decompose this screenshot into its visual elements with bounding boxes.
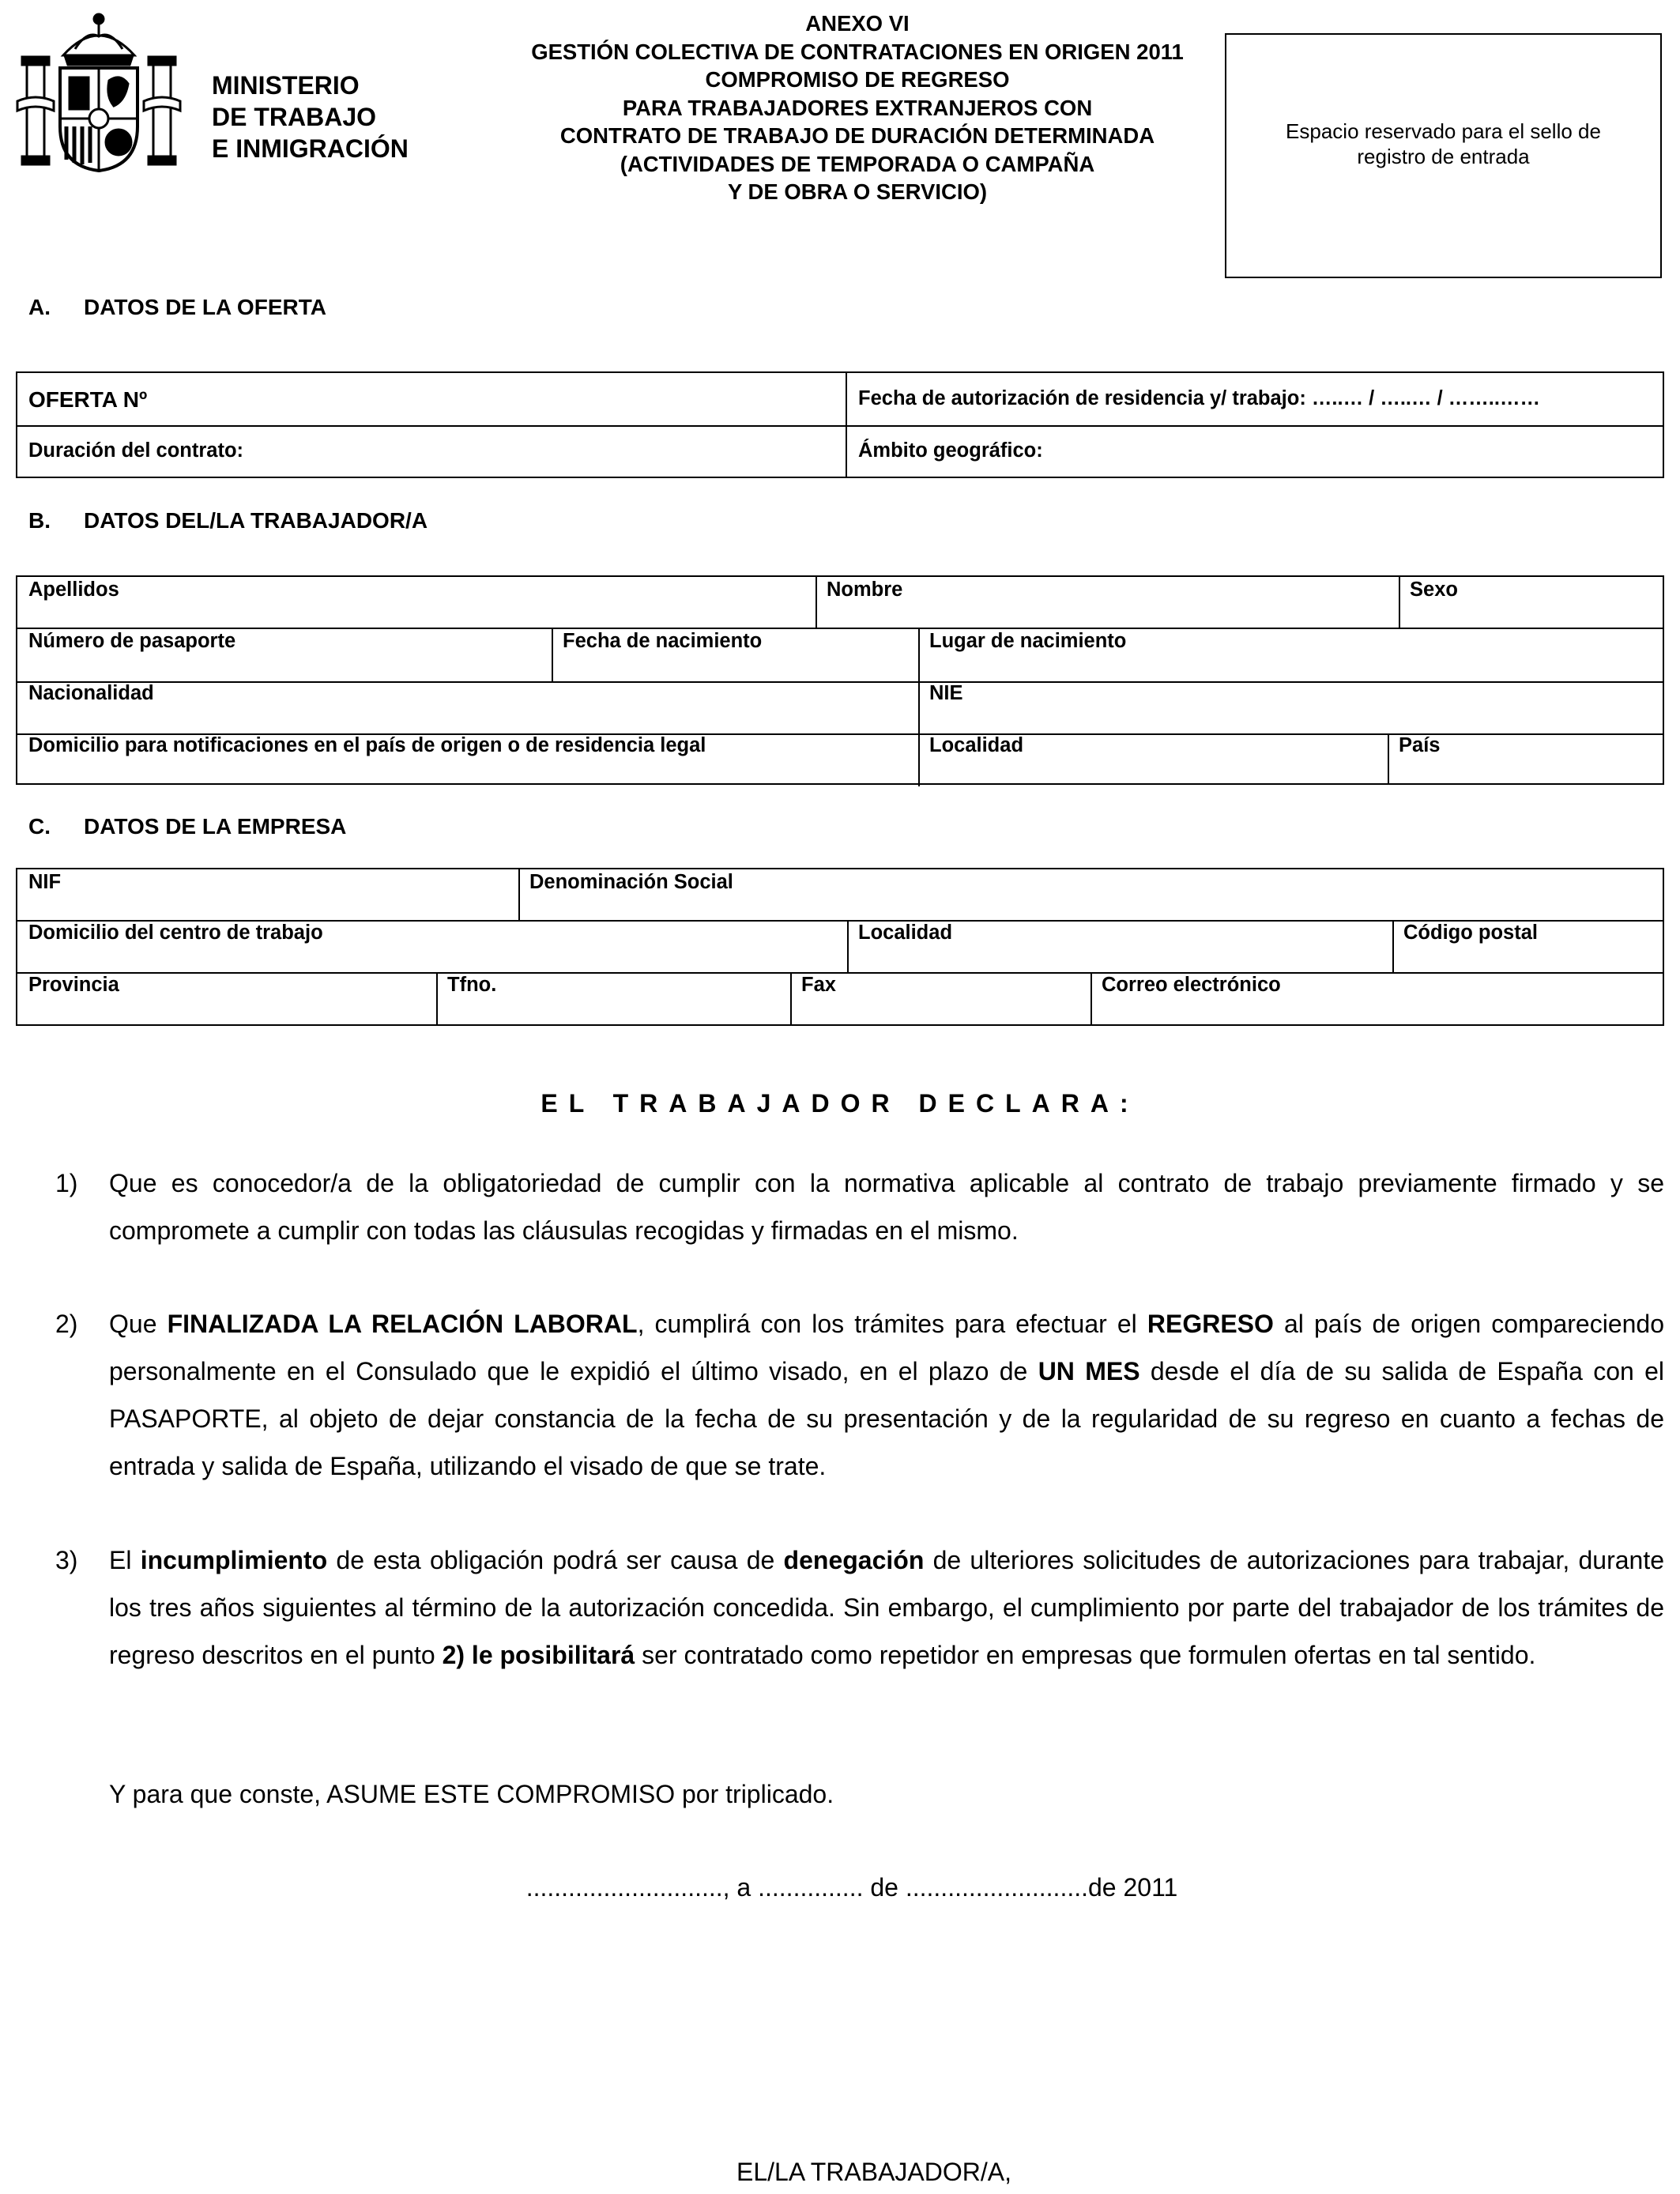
declaration-item-1 [55, 1159, 1664, 1254]
section-title: DATOS DE LA EMPRESA [84, 814, 347, 839]
item-text: Que FINALIZADA LA RELACIÓN LABORAL, cumplirá con los trámites para efectuar el REGRESO al país de origen compareciendo personalmente en el Consulado que le expidió el último visado, en el plazo de UN MES desde el día de su salida de España con el PASAPORTE, al objeto de dejar constancia de la fecha de su presentación y de la regularidad de su regreso en cuanto a fechas de entrada y salida de España, utilizando el visado de que se trate. [109, 1310, 1665, 1480]
offer-number-field[interactable]: OFERTA Nº [28, 387, 148, 412]
document-title [478, 9, 1237, 206]
table-divider [552, 628, 553, 681]
item-text: El incumplimiento de esta obligación podrá ser causa de denegación de ulteriores solicitudes de autorizaciones para trabajar, durante los tres años siguientes al término de la autorización concedida. Sin embargo, el cumplimiento por parte del trabajador de los trámites de regreso descritos en el punto 2) le posibilitará ser contratado como repetidor en empresas que formulen ofertas en tal sentido. [109, 1546, 1665, 1669]
item-number: 2) [55, 1310, 78, 1338]
table-divider [847, 920, 849, 972]
contract-duration-field[interactable]: Duración del contrato: [28, 439, 244, 462]
declaration-item-3 [55, 1536, 1664, 1726]
table-divider [846, 373, 847, 478]
section-b-heading [28, 508, 428, 533]
emphasis: incumplimiento [140, 1546, 328, 1574]
table-divider [436, 972, 438, 1026]
ministry-name [212, 70, 409, 164]
authorization-date-field[interactable]: Fecha de autorización de residencia y/ trabajo: …..… / …..… / ……..…… [858, 387, 1540, 409]
email-field[interactable]: Correo electrónico [1102, 974, 1281, 996]
table-divider [918, 628, 920, 786]
title-line: COMPROMISO DE REGRESO [705, 67, 1010, 92]
emphasis: UN MES [1038, 1357, 1140, 1385]
workplace-address-field[interactable]: Domicilio del centro de trabajo [28, 922, 323, 944]
signature-label: EL/LA TRABAJADOR/A, [736, 2158, 1011, 2186]
nie-field[interactable]: NIE [929, 682, 963, 704]
emphasis: FINALIZADA LA RELACIÓN LABORAL [167, 1310, 638, 1338]
birth-date-field[interactable]: Fecha de nacimiento [563, 630, 763, 652]
table-divider [518, 869, 520, 920]
worker-table [16, 575, 1664, 785]
ministry-line: DE TRABAJO [212, 103, 377, 131]
declaration-title: EL TRABAJADOR DECLARA: [541, 1089, 1139, 1118]
table-divider [17, 681, 1664, 683]
title-line: ANEXO VI [805, 11, 910, 36]
title-line: PARA TRABAJADORES EXTRANJEROS CON [622, 95, 1093, 120]
offer-table [16, 371, 1664, 478]
section-title: DATOS DE LA OFERTA [84, 295, 326, 319]
province-field[interactable]: Provincia [28, 974, 119, 996]
emphasis: REGRESO [1147, 1310, 1274, 1338]
nationality-field[interactable]: Nacionalidad [28, 682, 154, 704]
company-locality-field[interactable]: Localidad [858, 922, 953, 944]
title-line: CONTRATO DE TRABAJO DE DURACIÓN DETERMINADA [559, 123, 1155, 148]
title-line: GESTIÓN COLECTIVA DE CONTRATACIONES EN ORIGEN 2011 [531, 39, 1184, 64]
table-divider [1399, 577, 1400, 628]
company-table [16, 868, 1664, 1026]
commitment-statement: Y para que conste, ASUME ESTE COMPROMISO por triplicado. [109, 1780, 834, 1808]
ministry-line: MINISTERIO [212, 71, 360, 100]
ministry-line: E INMIGRACIÓN [212, 134, 409, 163]
emphasis: denegación [783, 1546, 925, 1574]
geographic-scope-field[interactable]: Ámbito geográfico: [858, 439, 1043, 462]
section-a-heading [28, 295, 326, 320]
stamp-box-label: Espacio reservado para el sello de registro de entrada [1286, 119, 1601, 168]
company-name-field[interactable]: Denominación Social [529, 871, 733, 893]
worker-locality-field[interactable]: Localidad [929, 734, 1024, 756]
section-c-heading [28, 814, 346, 839]
place-date-line[interactable]: ............................, a ............... de ..........................de 2011 [525, 1873, 1178, 1902]
notification-address-field[interactable]: Domicilio para notificaciones en el país de origen o de residencia legal [28, 734, 706, 756]
surname-field[interactable]: Apellidos [28, 579, 119, 601]
section-letter: B. [28, 508, 51, 533]
birth-place-field[interactable]: Lugar de nacimiento [929, 630, 1127, 652]
registration-stamp-box [1225, 33, 1662, 278]
section-letter: C. [28, 814, 51, 839]
sex-field[interactable]: Sexo [1410, 579, 1458, 601]
section-letter: A. [28, 295, 51, 319]
item-number: 1) [55, 1169, 78, 1197]
table-divider [17, 972, 1664, 974]
coat-of-arms-icon [16, 8, 182, 174]
passport-number-field[interactable]: Número de pasaporte [28, 630, 236, 652]
table-divider [1392, 920, 1394, 972]
country-field[interactable]: País [1399, 734, 1441, 756]
item-number: 3) [55, 1546, 78, 1574]
declaration-item-2 [55, 1300, 1664, 1490]
table-divider [1090, 972, 1092, 1026]
nif-field[interactable]: NIF [28, 871, 62, 893]
table-divider [17, 425, 1664, 427]
title-line: (ACTIVIDADES DE TEMPORADA O CAMPAÑA [620, 151, 1095, 176]
table-divider [17, 628, 1664, 629]
phone-field[interactable]: Tfno. [447, 974, 497, 996]
item-text: Que es conocedor/a de la obligatoriedad de cumplir con la normativa aplicable al contrato de trabajo previamente firmado y se compromete a cumplir con todas las cláusulas recogidas y firmadas en el mismo. [109, 1169, 1664, 1245]
title-line: Y DE OBRA O SERVICIO) [727, 179, 988, 204]
emphasis: 2) le posibilitará [442, 1641, 635, 1669]
table-divider [790, 972, 792, 1026]
section-title: DATOS DEL/LA TRABAJADOR/A [84, 508, 428, 533]
postal-code-field[interactable]: Código postal [1403, 922, 1538, 944]
table-divider [816, 577, 817, 628]
first-name-field[interactable]: Nombre [827, 579, 903, 601]
table-divider [1388, 733, 1389, 785]
fax-field[interactable]: Fax [801, 974, 836, 996]
